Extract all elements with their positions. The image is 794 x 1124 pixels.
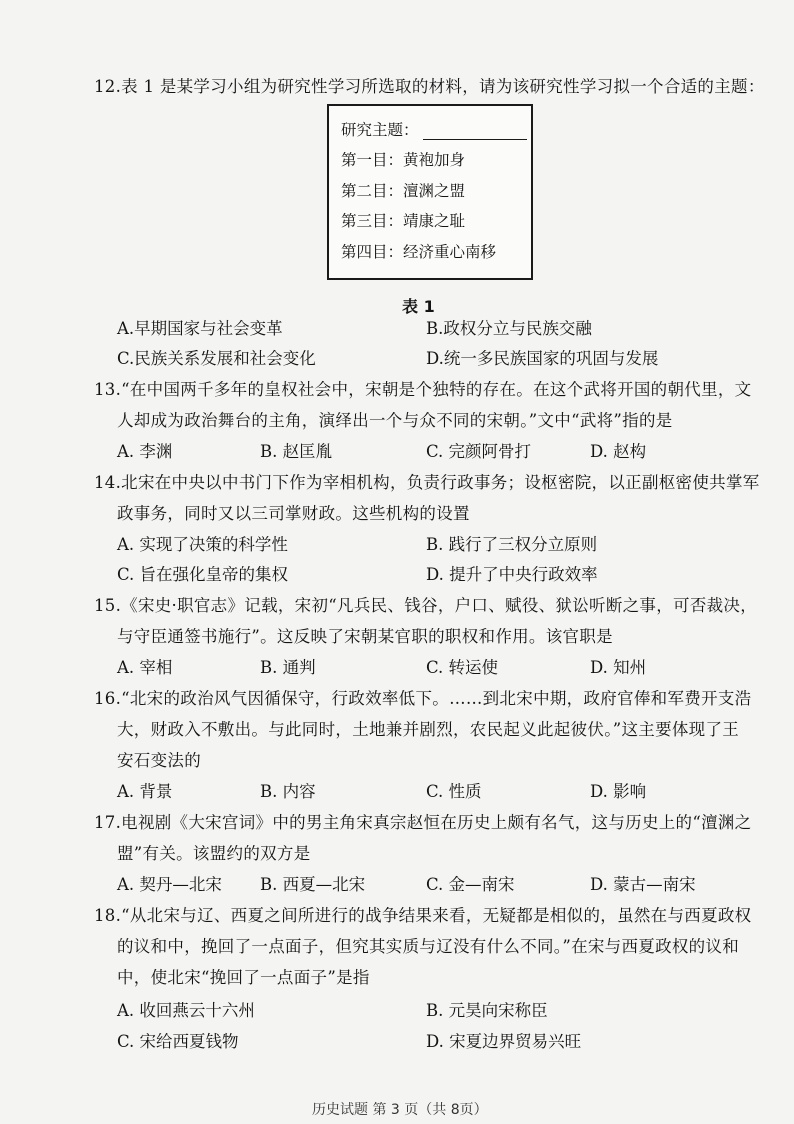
q13-option-b: B. 赵匡胤 — [260, 442, 333, 461]
q16-option-d: D. 影响 — [590, 782, 647, 801]
q17-stem-line-1: 17.电视剧《大宋宫词》中的男主角宋真宗赵恒在历史上颇有名气，这与历史上的“澶渊之 — [94, 813, 752, 832]
table-row-2: 第二目：澶渊之盟 — [341, 182, 466, 200]
research-topic-label: 研究主题： — [341, 121, 419, 139]
q12-option-d: D.统一多民族国家的巩固与发展 — [426, 349, 659, 368]
q18-option-a: A. 收回燕云十六州 — [117, 1001, 255, 1020]
q18-stem-line-2: 的议和中，挽回了一点面子，但究其实质与辽没有什么不同。”在宋与西夏政权的议和 — [117, 937, 740, 956]
q12-option-c: C.民族关系发展和社会变化 — [117, 349, 316, 368]
q12-option-a: A.早期国家与社会变革 — [117, 319, 283, 338]
q13-option-a: A. 李渊 — [117, 442, 173, 461]
q15-option-d: D. 知州 — [590, 658, 647, 677]
q15-stem-line-1: 15.《宋史·职官志》记载，宋初“凡兵民、钱谷，户口、赋役、狱讼听断之事，可否裁决， — [94, 596, 758, 615]
research-topic-row — [341, 120, 527, 140]
q16-stem-line-3: 安石变法的 — [117, 751, 201, 770]
q17-option-b: B. 西夏—北宋 — [260, 875, 366, 894]
q17-option-d: D. 蒙古—南宋 — [590, 875, 696, 894]
q13-stem-line-1: 13.“在中国两千多年的皇权社会中，宋朝是个独特的存在。在这个武将开国的朝代里，文 — [94, 380, 752, 399]
q18-option-d: D. 宋夏边界贸易兴旺 — [426, 1032, 582, 1051]
q16-option-b: B. 内容 — [260, 782, 316, 801]
q14-option-d: D. 提升了中央行政效率 — [426, 565, 598, 584]
q13-option-c: C. 完颜阿骨打 — [426, 442, 532, 461]
q14-option-a: A. 实现了决策的科学性 — [117, 535, 288, 554]
page-footer: 历史试题 第 3 页（共 8页） — [312, 1102, 488, 1118]
q18-stem-line-1: 18.“从北宋与辽、西夏之间所进行的战争结果来看，无疑都是相似的，虽然在与西夏政权 — [94, 906, 752, 925]
q15-option-c: C. 转运使 — [426, 658, 499, 677]
table-row-1: 第一目：黄袍加身 — [341, 151, 466, 169]
q16-option-a: A. 背景 — [117, 782, 173, 801]
q13-stem-line-2: 人却成为政治舞台的主角，演绎出一个与众不同的宋朝。”文中“武将”指的是 — [117, 411, 673, 430]
q18-stem-line-3: 中，使北宋“挽回了一点面子”是指 — [117, 968, 370, 987]
q14-option-c: C. 旨在强化皇帝的集权 — [117, 565, 289, 584]
q17-stem-line-2: 盟”有关。该盟约的双方是 — [117, 844, 311, 863]
q17-option-c: C. 金—南宋 — [426, 875, 515, 894]
research-topic-blank — [423, 125, 527, 140]
q16-option-c: C. 性质 — [426, 782, 482, 801]
table-row-3: 第三目：靖康之耻 — [341, 212, 466, 230]
q18-option-b: B. 元昊向宋称臣 — [426, 1001, 548, 1020]
q16-stem-line-1: 16.“北宋的政治风气因循保守，行政效率低下。……到北宋中期，政府官俸和军费开支浩 — [94, 689, 752, 708]
table-caption: 表 1 — [402, 297, 435, 316]
q14-stem-line-2: 政事务，同时又以三司掌财政。这些机构的设置 — [117, 504, 470, 523]
q15-option-a: A. 宰相 — [117, 658, 173, 677]
q12-option-b: B.政权分立与民族交融 — [426, 319, 592, 338]
q18-option-c: C. 宋给西夏钱物 — [117, 1032, 239, 1051]
q15-stem-line-2: 与守臣通签书施行”。这反映了宋朝某官职的职权和作用。该官职是 — [117, 627, 613, 646]
q14-stem-line-1: 14.北宋在中央以中书门下作为宰相机构，负责行政事务；设枢密院，以正副枢密使共掌军 — [94, 473, 760, 492]
q12-stem: 12.表 1 是某学习小组为研究性学习所选取的材料，请为该研究性学习拟一个合适的主题： — [94, 77, 765, 96]
q15-option-b: B. 通判 — [260, 658, 316, 677]
q13-option-d: D. 赵构 — [590, 442, 647, 461]
table-row-4: 第四目：经济重心南移 — [341, 243, 497, 261]
q16-stem-line-2: 大，财政入不敷出。与此同时，土地兼并剧烈，农民起义此起彼伏。”这主要体现了王 — [117, 720, 740, 739]
q17-option-a: A. 契丹—北宋 — [117, 875, 222, 894]
q12-material-table — [327, 104, 533, 280]
q14-option-b: B. 践行了三权分立原则 — [426, 535, 598, 554]
